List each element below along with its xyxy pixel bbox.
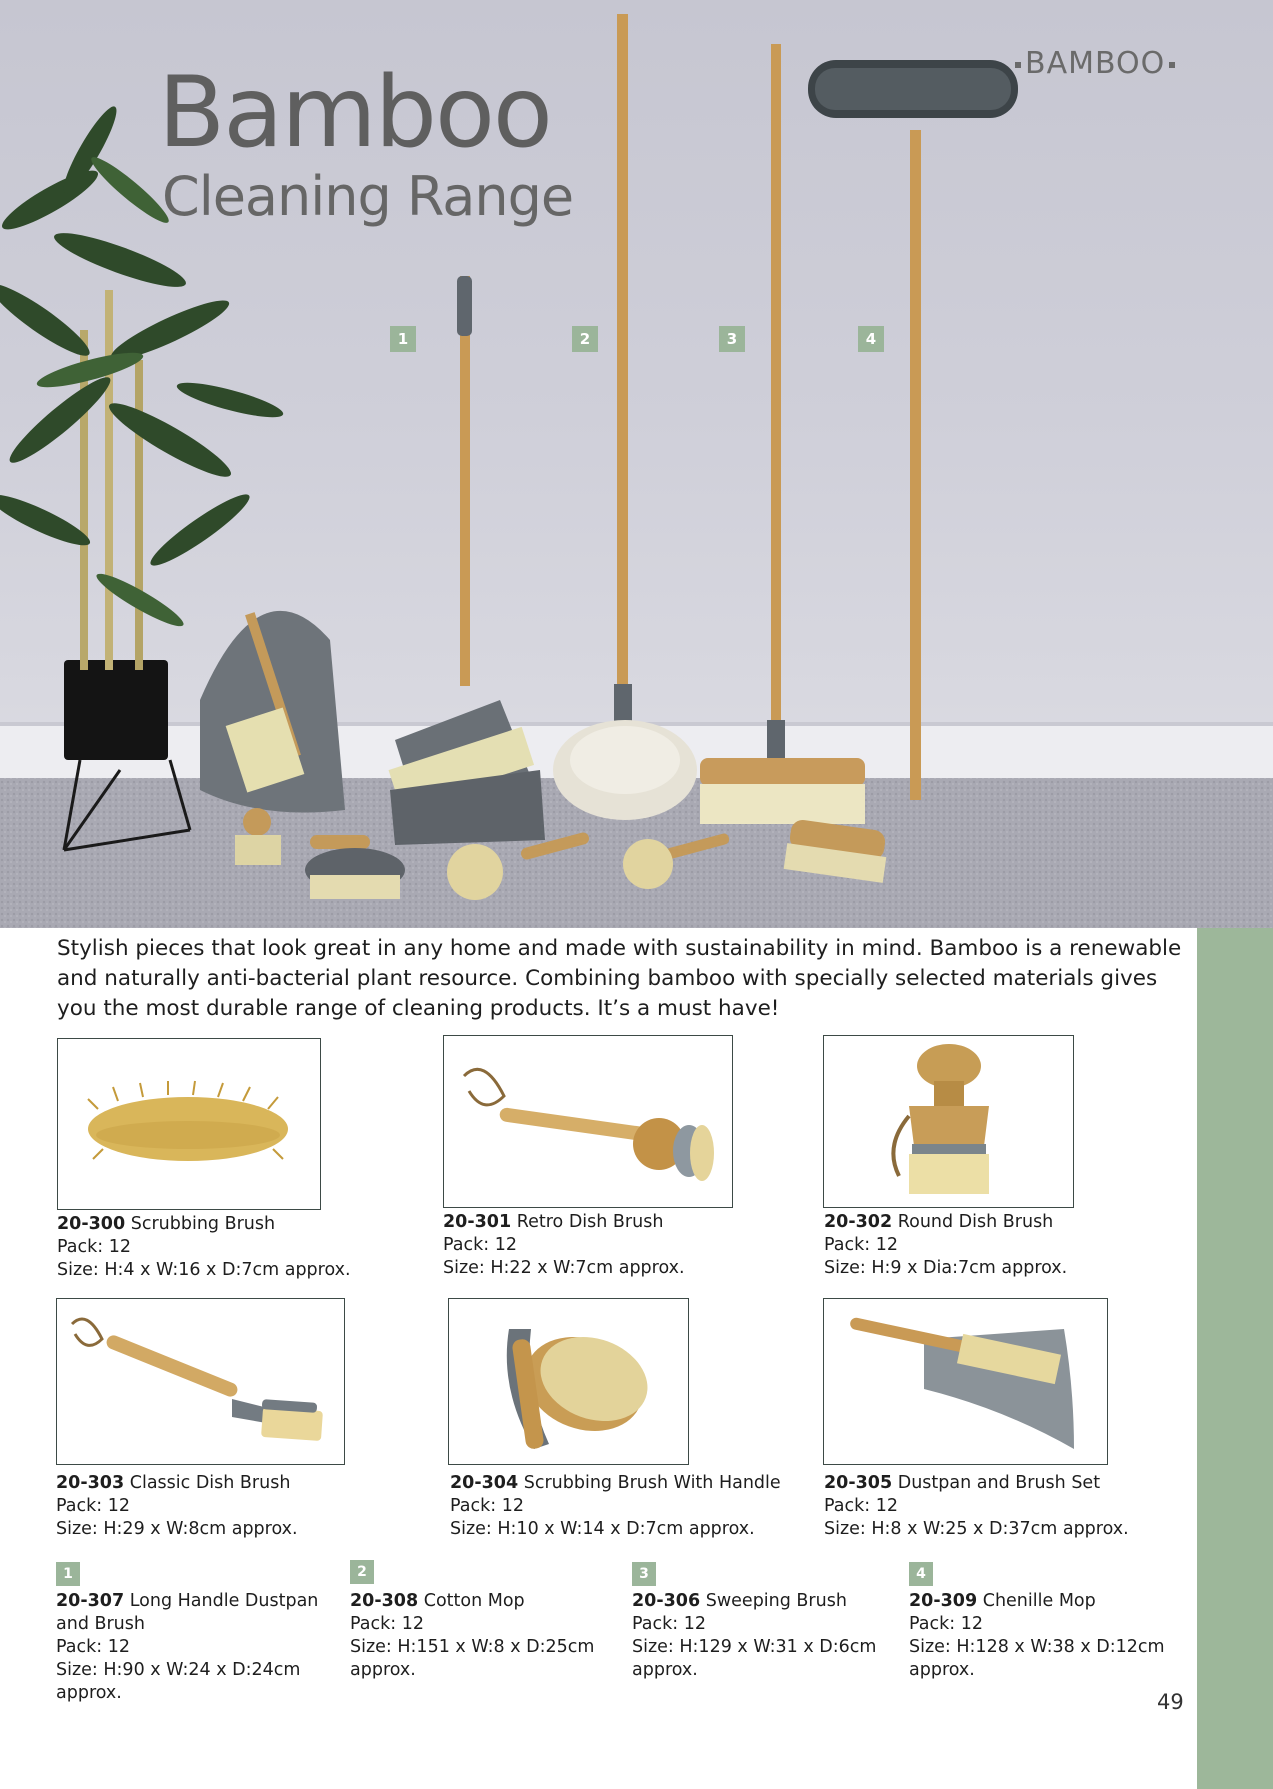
- page-subtitle: Cleaning Range: [162, 165, 574, 228]
- product-name: Retro Dish Brush: [516, 1212, 664, 1232]
- product-pack: Pack: 12: [824, 1496, 898, 1516]
- product-title: [57, 1213, 351, 1236]
- product-20-300: [57, 1213, 351, 1282]
- product-name: Dustpan and Brush Set: [897, 1473, 1101, 1493]
- product-badge-2: 2: [350, 1560, 374, 1584]
- product-name: Long Handle Dustpan: [129, 1591, 319, 1611]
- product-20-309: [909, 1590, 1165, 1682]
- retro-dish-brush-icon: [444, 1036, 732, 1207]
- brand-tag-label: BAMBOO: [1025, 46, 1166, 81]
- product-size: Size: H:10 x W:14 x D:7cm approx.: [450, 1519, 755, 1539]
- scrubbing-brush-handle-icon: [449, 1299, 688, 1464]
- product-pack: Pack: 12: [350, 1614, 424, 1634]
- product-pack: Pack: 12: [56, 1637, 130, 1657]
- classic-dish-brush-icon: [57, 1299, 344, 1464]
- product-20-305: [824, 1472, 1129, 1541]
- product-pack: Pack: 12: [824, 1235, 898, 1255]
- product-size: Size: H:9 x Dia:7cm approx.: [824, 1258, 1068, 1278]
- cotton-mop-icon: [553, 14, 697, 820]
- product-size-cont: approx.: [56, 1683, 122, 1703]
- product-name: Sweeping Brush: [705, 1591, 847, 1611]
- product-code: 20-308: [350, 1591, 419, 1611]
- product-20-301: [443, 1211, 685, 1280]
- product-title: [56, 1472, 298, 1495]
- dustpan-brush-icon: [824, 1299, 1107, 1464]
- product-20-303: [56, 1472, 298, 1541]
- product-name: Classic Dish Brush: [129, 1473, 291, 1493]
- product-size-cont: approx.: [909, 1660, 975, 1680]
- product-name: Scrubbing Brush: [130, 1214, 276, 1234]
- product-pack: Pack: 12: [450, 1496, 524, 1516]
- hero-badge-4: 4: [858, 326, 884, 352]
- page-number: 49: [1157, 1690, 1184, 1714]
- product-name-cont: and Brush: [56, 1614, 145, 1634]
- product-code: 20-306: [632, 1591, 701, 1611]
- product-20-307: [56, 1590, 318, 1705]
- product-badge-3: 3: [632, 1562, 656, 1586]
- product-image-20-305: [823, 1298, 1108, 1465]
- intro-paragraph: Stylish pieces that look great in any home and made with sustainability in mind. Bamboo is a renewable and naturally anti-bacterial plant resource. Combining bamboo with specially selected materials gives you the most durable range of cleaning products. It’s a must have!: [57, 936, 1182, 1021]
- sweeping-brush-icon: [700, 44, 865, 824]
- hero-badge-3: 3: [719, 326, 745, 352]
- product-title: [443, 1211, 685, 1234]
- product-size: Size: H:90 x W:24 x D:24cm: [56, 1660, 301, 1680]
- product-image-20-304: [448, 1298, 689, 1465]
- product-pack: Pack: 12: [632, 1614, 706, 1634]
- page-title: Bamboo: [158, 56, 551, 170]
- product-code: 20-304: [450, 1473, 519, 1493]
- product-size: Size: H:128 x W:38 x D:12cm: [909, 1637, 1165, 1657]
- product-title: [450, 1472, 781, 1495]
- product-code: 20-307: [56, 1591, 125, 1611]
- product-name: Chenille Mop: [982, 1591, 1096, 1611]
- product-badge-4: 4: [909, 1562, 933, 1586]
- long-handle-dustpan-icon: [389, 276, 545, 845]
- product-20-304: [450, 1472, 781, 1541]
- product-code: 20-303: [56, 1473, 125, 1493]
- product-code: 20-305: [824, 1473, 893, 1493]
- product-20-306: [632, 1590, 876, 1682]
- product-pack: Pack: 12: [57, 1237, 131, 1257]
- product-image-20-301: [443, 1035, 733, 1208]
- side-accent-bar: [1197, 928, 1273, 1789]
- product-title: [824, 1472, 1129, 1495]
- product-size-cont: approx.: [350, 1660, 416, 1680]
- product-title: [909, 1590, 1165, 1613]
- bullet-icon: [1015, 62, 1021, 68]
- chenille-mop-icon: [808, 60, 1018, 800]
- round-dish-brush-icon: [824, 1036, 1073, 1207]
- product-size: Size: H:8 x W:25 x D:37cm approx.: [824, 1519, 1129, 1539]
- product-title: [632, 1590, 876, 1613]
- product-image-20-302: [823, 1035, 1074, 1208]
- product-size: Size: H:129 x W:31 x D:6cm: [632, 1637, 877, 1657]
- dustpan-set-icon: [200, 611, 345, 813]
- product-image-20-303: [56, 1298, 345, 1465]
- bullet-icon: [1169, 62, 1175, 68]
- product-name: Round Dish Brush: [897, 1212, 1054, 1232]
- hero-badge-2: 2: [572, 326, 598, 352]
- brand-tag: [1011, 46, 1179, 81]
- product-20-308: [350, 1590, 594, 1682]
- product-size: Size: H:22 x W:7cm approx.: [443, 1258, 685, 1278]
- product-size: Size: H:151 x W:8 x D:25cm: [350, 1637, 595, 1657]
- product-image-20-300: [57, 1038, 321, 1210]
- product-code: 20-309: [909, 1591, 978, 1611]
- product-20-302: [824, 1211, 1067, 1280]
- product-size-cont: approx.: [632, 1660, 698, 1680]
- product-code: 20-302: [824, 1212, 893, 1232]
- product-name: Cotton Mop: [423, 1591, 525, 1611]
- product-title: [350, 1590, 594, 1613]
- product-code: 20-301: [443, 1212, 512, 1232]
- product-badge-1: 1: [56, 1562, 80, 1586]
- scrubbing-brush-icon: [58, 1039, 320, 1209]
- product-size: Size: H:29 x W:8cm approx.: [56, 1519, 298, 1539]
- hero-badge-1: 1: [390, 326, 416, 352]
- product-code: 20-300: [57, 1214, 126, 1234]
- product-pack: Pack: 12: [56, 1496, 130, 1516]
- product-name: Scrubbing Brush With Handle: [523, 1473, 781, 1493]
- product-pack: Pack: 12: [909, 1614, 983, 1634]
- product-title: [56, 1590, 318, 1613]
- product-pack: Pack: 12: [443, 1235, 517, 1255]
- product-title: [824, 1211, 1067, 1234]
- product-size: Size: H:4 x W:16 x D:7cm approx.: [57, 1260, 351, 1280]
